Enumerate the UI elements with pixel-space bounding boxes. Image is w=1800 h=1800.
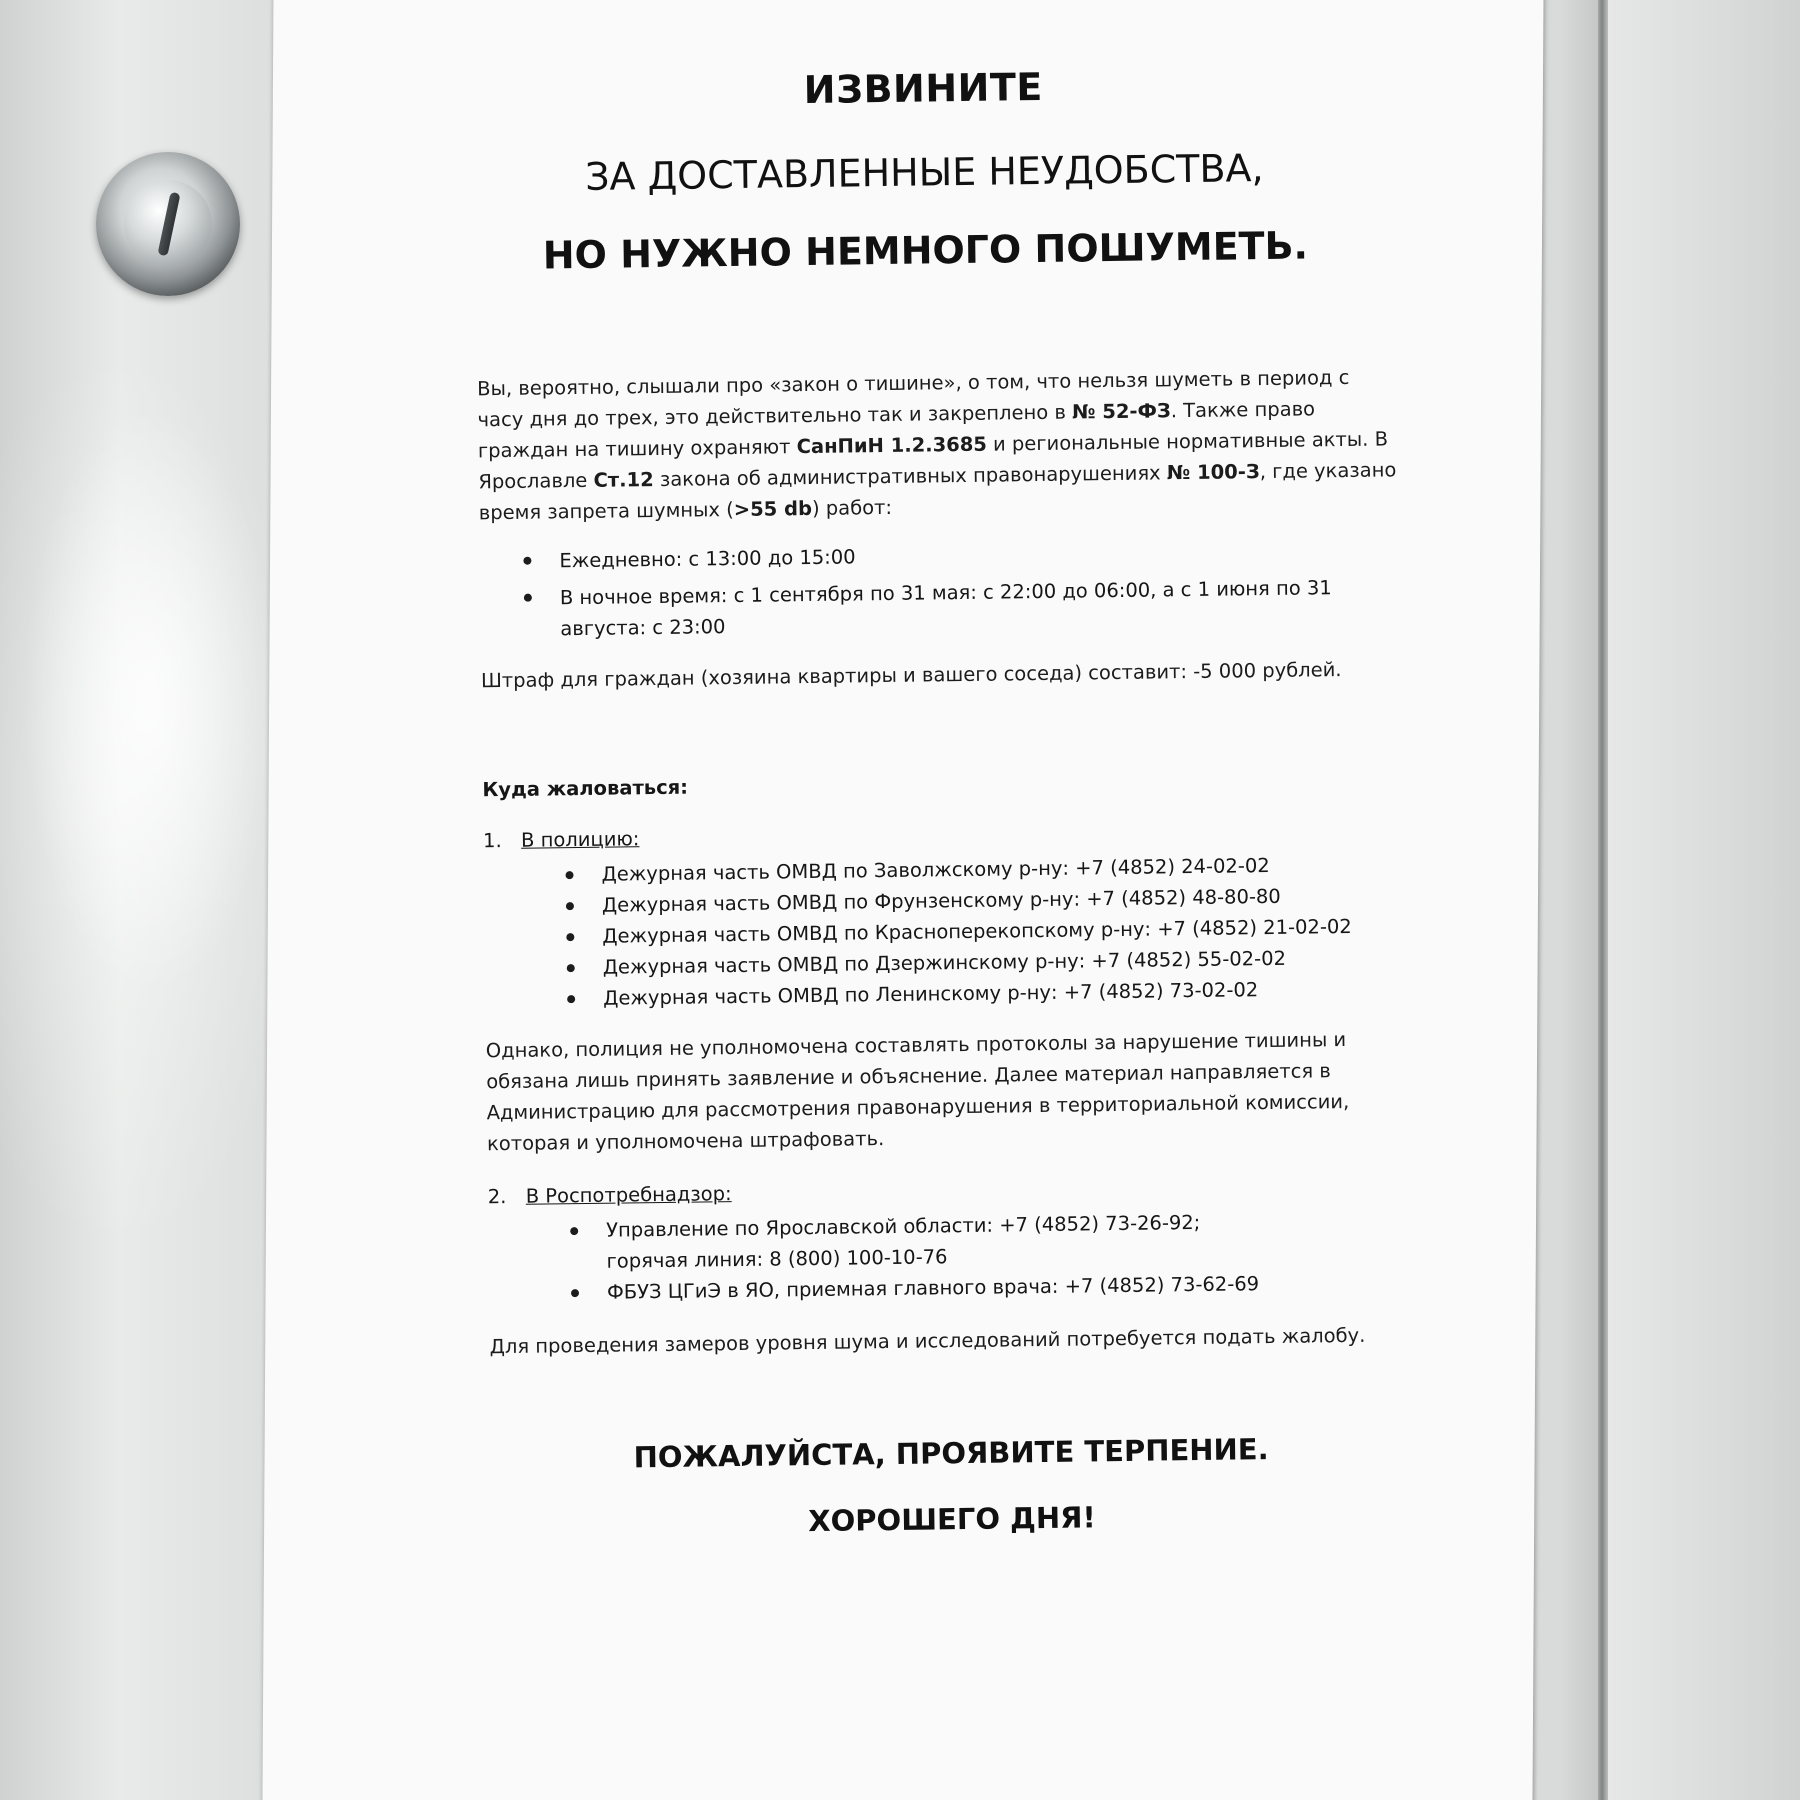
bullet-icon xyxy=(566,902,574,910)
section-number: 1. xyxy=(482,828,502,852)
bullet-icon xyxy=(570,1227,578,1235)
section-title: В полицию: xyxy=(520,826,640,852)
complain-heading: Куда жаловаться: xyxy=(482,775,689,802)
bullet-icon xyxy=(566,933,574,941)
list-item: Дежурная часть ОМВД по Ленинскому р-ну: +7 (4852) 73-02-02 xyxy=(485,972,1405,1015)
list-item: Дежурная часть ОМВД по Дзержинскому р-ну: +7 (4852) 55-02-02 xyxy=(485,941,1405,984)
bullet-icon xyxy=(567,964,575,972)
notice-subtitle: ЗА ДОСТАВЛЕННЫЕ НЕУДОБСТВА, xyxy=(584,146,1264,199)
fine-text: Штраф для граждан (хозяина квартиры и вашего соседа) составит: -5 000 рублей. xyxy=(480,658,1342,693)
section-title: В Роспотребнадзор: xyxy=(525,1181,732,1208)
notice-title: ИЗВИНИТЕ xyxy=(803,64,1044,113)
section-number: 2. xyxy=(487,1184,507,1208)
bullet-icon xyxy=(571,1289,579,1297)
notice-paper xyxy=(262,0,1543,1800)
notice-subtitle-bold: НО НУЖНО НЕМНОГО ПОШУМЕТЬ. xyxy=(542,223,1309,278)
list-item: Управление по Ярославской области: +7 (4852) 73-26-92; горячая линия: 8 (800) 100-10-76 xyxy=(488,1204,1409,1278)
quiet-hours-list xyxy=(479,534,1400,645)
list-item: Ежедневно: с 13:00 до 15:00 xyxy=(479,534,1399,577)
lock-icon xyxy=(96,152,240,296)
notice-content xyxy=(473,60,1412,1541)
measure-note: Для проведения замеров уровня шума и исследований потребуется подать жалобу. xyxy=(489,1323,1366,1358)
bullet-icon xyxy=(565,871,573,879)
lock-cylinder xyxy=(124,180,212,268)
list-item: Дежурная часть ОМВД по Заволжскому р-ну: +7 (4852) 24-02-02 xyxy=(483,848,1403,891)
police-contacts-list xyxy=(483,848,1405,1015)
door-seam xyxy=(1598,0,1608,1800)
rospotreb-contacts-list xyxy=(488,1204,1409,1309)
closing-line: ПОЖАЛУЙСТА, ПРОЯВИТЕ ТЕРПЕНИЕ. xyxy=(633,1431,1269,1474)
list-item: Дежурная часть ОМВД по Фрунзенскому р-ну: +7 (4852) 48-80-80 xyxy=(484,879,1404,922)
intro-paragraph: Вы, вероятно, слышали про «закон о тишине», о том, что нельзя шуметь в период с часу дня до трех, это действительно так и закреплено в № 52-ФЗ. Также право граждан на тишину охраняют СанПиН 1.2.3685 и региональные нормативные акты. В Ярославле Ст.12 закона об административных правонарушениях № 100-З, где указано время запрета шумных (>55 db) работ: xyxy=(477,365,1397,525)
bullet-icon xyxy=(523,557,531,565)
police-note: Однако, полиция не уполномочена составлять протоколы за нарушение тишины и обязана лишь принять заявление и объяснение. Далее материал направляется в Администрацию для рассмотрения правонарушения в территориальной комиссии, которая и уполномочена штрафовать. xyxy=(485,1027,1350,1155)
key-slot xyxy=(157,192,180,257)
bullet-icon xyxy=(524,594,532,602)
bullet-icon xyxy=(567,995,575,1003)
list-item: Дежурная часть ОМВД по Красноперекопскому р-ну: +7 (4852) 21-02-02 xyxy=(484,910,1404,953)
adjacent-door-panel xyxy=(1608,0,1800,1800)
list-item: В ночное время: с 1 сентября по 31 мая: с 22:00 до 06:00, а с 1 июня по 31 августа: с 23:00 xyxy=(480,571,1401,645)
list-item: ФБУЗ ЦГиЭ в ЯО, приемная главного врача: +7 (4852) 73-62-69 xyxy=(489,1266,1409,1309)
closing-greeting: ХОРОШЕГО ДНЯ! xyxy=(808,1499,1096,1538)
